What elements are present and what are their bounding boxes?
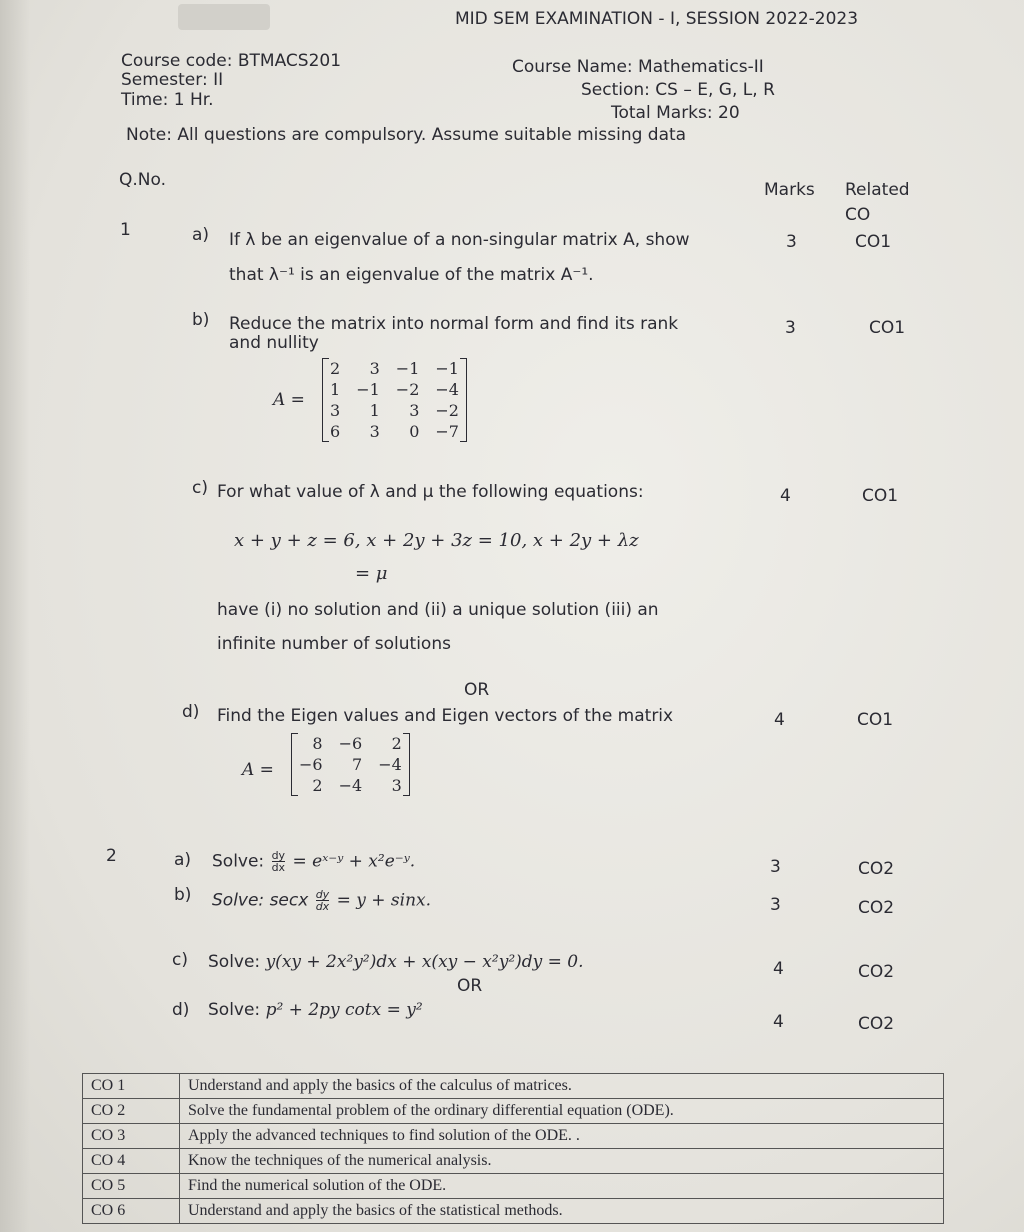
matrix-cell: 3: [369, 359, 380, 378]
q1b-matrix-table: [322, 358, 467, 442]
co-code: CO 5: [83, 1174, 180, 1199]
course-code: Course code: BTMACS201: [121, 51, 342, 71]
marks-header: Marks: [764, 180, 815, 200]
paper-edge-shadow: [0, 0, 30, 1232]
q1b-marks: 3: [785, 318, 796, 338]
q2c-eq: y(xy + 2x²y²)dx + x(xy − x²y²)dy = 0.: [265, 952, 584, 972]
q2a-equation: [212, 850, 415, 873]
matrix-row: [322, 379, 467, 400]
q2d-prefix: Solve:: [208, 1000, 261, 1020]
q1d-marks: 4: [774, 710, 785, 730]
matrix-right-bracket: [403, 733, 410, 796]
matrix-row: [291, 754, 410, 775]
university-logo: [178, 4, 270, 30]
q1c-text-line3: have (i) no solution and (ii) a unique solution (iii) an: [217, 600, 659, 620]
matrix-cell: 3: [391, 776, 402, 795]
q2c-label: c): [172, 950, 188, 970]
matrix-cell: 2: [391, 734, 402, 753]
course-outcomes-table: [82, 1073, 944, 1224]
matrix-cell: 0: [409, 422, 420, 441]
q1d-matrix-table: [291, 733, 410, 796]
q2a-derivative: [272, 850, 286, 873]
q2d-label: d): [172, 1000, 190, 1020]
q1-or-divider: OR: [464, 680, 490, 700]
exam-title: MID SEM EXAMINATION - I, SESSION 2022-2023: [455, 9, 859, 29]
q2d-eq: p² + 2py cotx = y²: [265, 1000, 423, 1020]
matrix-cell: 1: [369, 401, 380, 420]
q1c-label: c): [192, 478, 208, 498]
q1d-label: d): [182, 702, 200, 722]
matrix-cell: 1: [330, 380, 341, 399]
section: Section: CS – E, G, L, R: [581, 80, 775, 100]
q1c-equation-2: = μ: [355, 563, 388, 584]
matrix-left-bracket: [322, 358, 329, 442]
q2a-co: CO2: [858, 859, 895, 879]
matrix-left-bracket: [291, 733, 298, 796]
co-header: CO: [845, 205, 871, 225]
co-table-row: [83, 1174, 944, 1199]
q2c-equation: [208, 952, 584, 972]
matrix-cell: 2: [330, 359, 341, 378]
matrix-row: [322, 400, 467, 421]
co-code: CO 3: [83, 1124, 180, 1149]
matrix-cell: −6: [338, 734, 363, 753]
q1d-matrix-lhs: A =: [242, 760, 274, 780]
exam-time: Time: 1 Hr.: [121, 90, 214, 110]
question-number-1: 1: [120, 220, 131, 240]
co-description: Understand and apply the basics of the statistical methods.: [180, 1199, 944, 1224]
matrix-right-bracket: [460, 358, 467, 442]
matrix-cell: −1: [395, 359, 420, 378]
q1a-marks: 3: [786, 232, 797, 252]
co-code: CO 1: [83, 1074, 180, 1099]
q2b-label: b): [174, 885, 192, 905]
q2d-equation: [208, 1000, 423, 1020]
q1d-matrix: [291, 733, 410, 796]
matrix-row: [322, 358, 467, 379]
q1a-text-line2: that λ⁻¹ is an eigenvalue of the matrix A⁻¹.: [229, 265, 594, 285]
co-code: CO 6: [83, 1199, 180, 1224]
q2d-co: CO2: [858, 1014, 895, 1034]
q2b-prefix: Solve: secx: [212, 890, 309, 911]
matrix-cell: −2: [395, 380, 420, 399]
matrix-cell: 3: [369, 422, 380, 441]
matrix-cell: −7: [435, 422, 459, 441]
matrix-cell: 2: [312, 776, 323, 795]
q2b-dx: dx: [315, 900, 330, 913]
matrix-row: [322, 421, 467, 442]
co-description: Apply the advanced techniques to find solution of the ODE. .: [180, 1124, 944, 1149]
matrix-row: [291, 775, 410, 796]
q1c-equation-1: x + y + z = 6, x + 2y + 3z = 10, x + 2y + λz: [234, 530, 639, 551]
course-name: Course Name: Mathematics-II: [512, 57, 764, 77]
q1b-text-line1: Reduce the matrix into normal form and find its rank: [229, 314, 679, 334]
co-description: Understand and apply the basics of the calculus of matrices.: [180, 1074, 944, 1099]
q1b-text-line2: and nullity: [229, 333, 319, 353]
q2a-rhs: = eˣ⁻ʸ + x²e⁻ʸ.: [292, 851, 416, 872]
q1d-co: CO1: [857, 710, 894, 730]
q2b-rhs: = y + sinx.: [336, 890, 432, 911]
q1c-text-line1: For what value of λ and μ the following equations:: [217, 482, 644, 502]
semester: Semester: II: [121, 70, 224, 90]
q2c-co: CO2: [858, 962, 895, 982]
q2-or-divider: OR: [457, 976, 483, 996]
total-marks: Total Marks: 20: [611, 103, 740, 123]
q2b-marks: 3: [770, 895, 781, 915]
q1b-matrix-lhs: A =: [273, 390, 305, 410]
co-description: Find the numerical solution of the ODE.: [180, 1174, 944, 1199]
q1a-label: a): [192, 225, 210, 245]
matrix-row: [291, 733, 410, 754]
co-table-row: [83, 1149, 944, 1174]
q2a-dy: dy: [271, 849, 286, 862]
co-table-row: [83, 1124, 944, 1149]
co-table-row: [83, 1199, 944, 1224]
q1c-co: CO1: [862, 486, 899, 506]
matrix-cell: 8: [312, 734, 323, 753]
matrix-cell: −4: [338, 776, 363, 795]
matrix-cell: −1: [435, 359, 459, 378]
co-table-row: [83, 1074, 944, 1099]
q1c-text-line4: infinite number of solutions: [217, 634, 451, 654]
related-header: Related: [845, 180, 910, 200]
matrix-cell: −2: [435, 401, 459, 420]
q2a-label: a): [174, 850, 192, 870]
matrix-cell: 3: [330, 401, 341, 420]
qno-header: Q.No.: [119, 170, 167, 190]
co-table-row: [83, 1099, 944, 1124]
q2c-marks: 4: [773, 959, 784, 979]
q1a-text-line1: If λ be an eigenvalue of a non-singular matrix A, show: [229, 230, 690, 250]
matrix-cell: −1: [356, 380, 380, 399]
co-code: CO 4: [83, 1149, 180, 1174]
matrix-cell: 3: [409, 401, 420, 420]
matrix-cell: −4: [378, 755, 402, 774]
matrix-cell: −4: [435, 380, 459, 399]
q2b-derivative: [316, 889, 330, 912]
q1c-marks: 4: [780, 486, 791, 506]
q2b-dy: dy: [315, 888, 330, 901]
q2b-equation: [212, 889, 431, 912]
co-description: Know the techniques of the numerical analysis.: [180, 1149, 944, 1174]
co-code: CO 2: [83, 1099, 180, 1124]
q2a-marks: 3: [770, 857, 781, 877]
q1b-matrix: [322, 358, 467, 442]
matrix-cell: −6: [299, 755, 323, 774]
co-description: Solve the fundamental problem of the ordinary differential equation (ODE).: [180, 1099, 944, 1124]
q2b-co: CO2: [858, 898, 895, 918]
note: Note: All questions are compulsory. Assume suitable missing data: [126, 125, 687, 145]
question-number-2: 2: [106, 846, 117, 866]
q1b-co: CO1: [869, 318, 906, 338]
q1d-text-line1: Find the Eigen values and Eigen vectors of the matrix: [217, 706, 674, 726]
matrix-cell: 6: [330, 422, 341, 441]
q2a-dx: dx: [271, 861, 286, 874]
q2d-marks: 4: [773, 1012, 784, 1032]
matrix-cell: 7: [352, 755, 363, 774]
q2c-prefix: Solve:: [208, 952, 261, 972]
q1b-label: b): [192, 310, 210, 330]
q2a-prefix: Solve:: [212, 851, 265, 872]
q1a-co: CO1: [855, 232, 892, 252]
